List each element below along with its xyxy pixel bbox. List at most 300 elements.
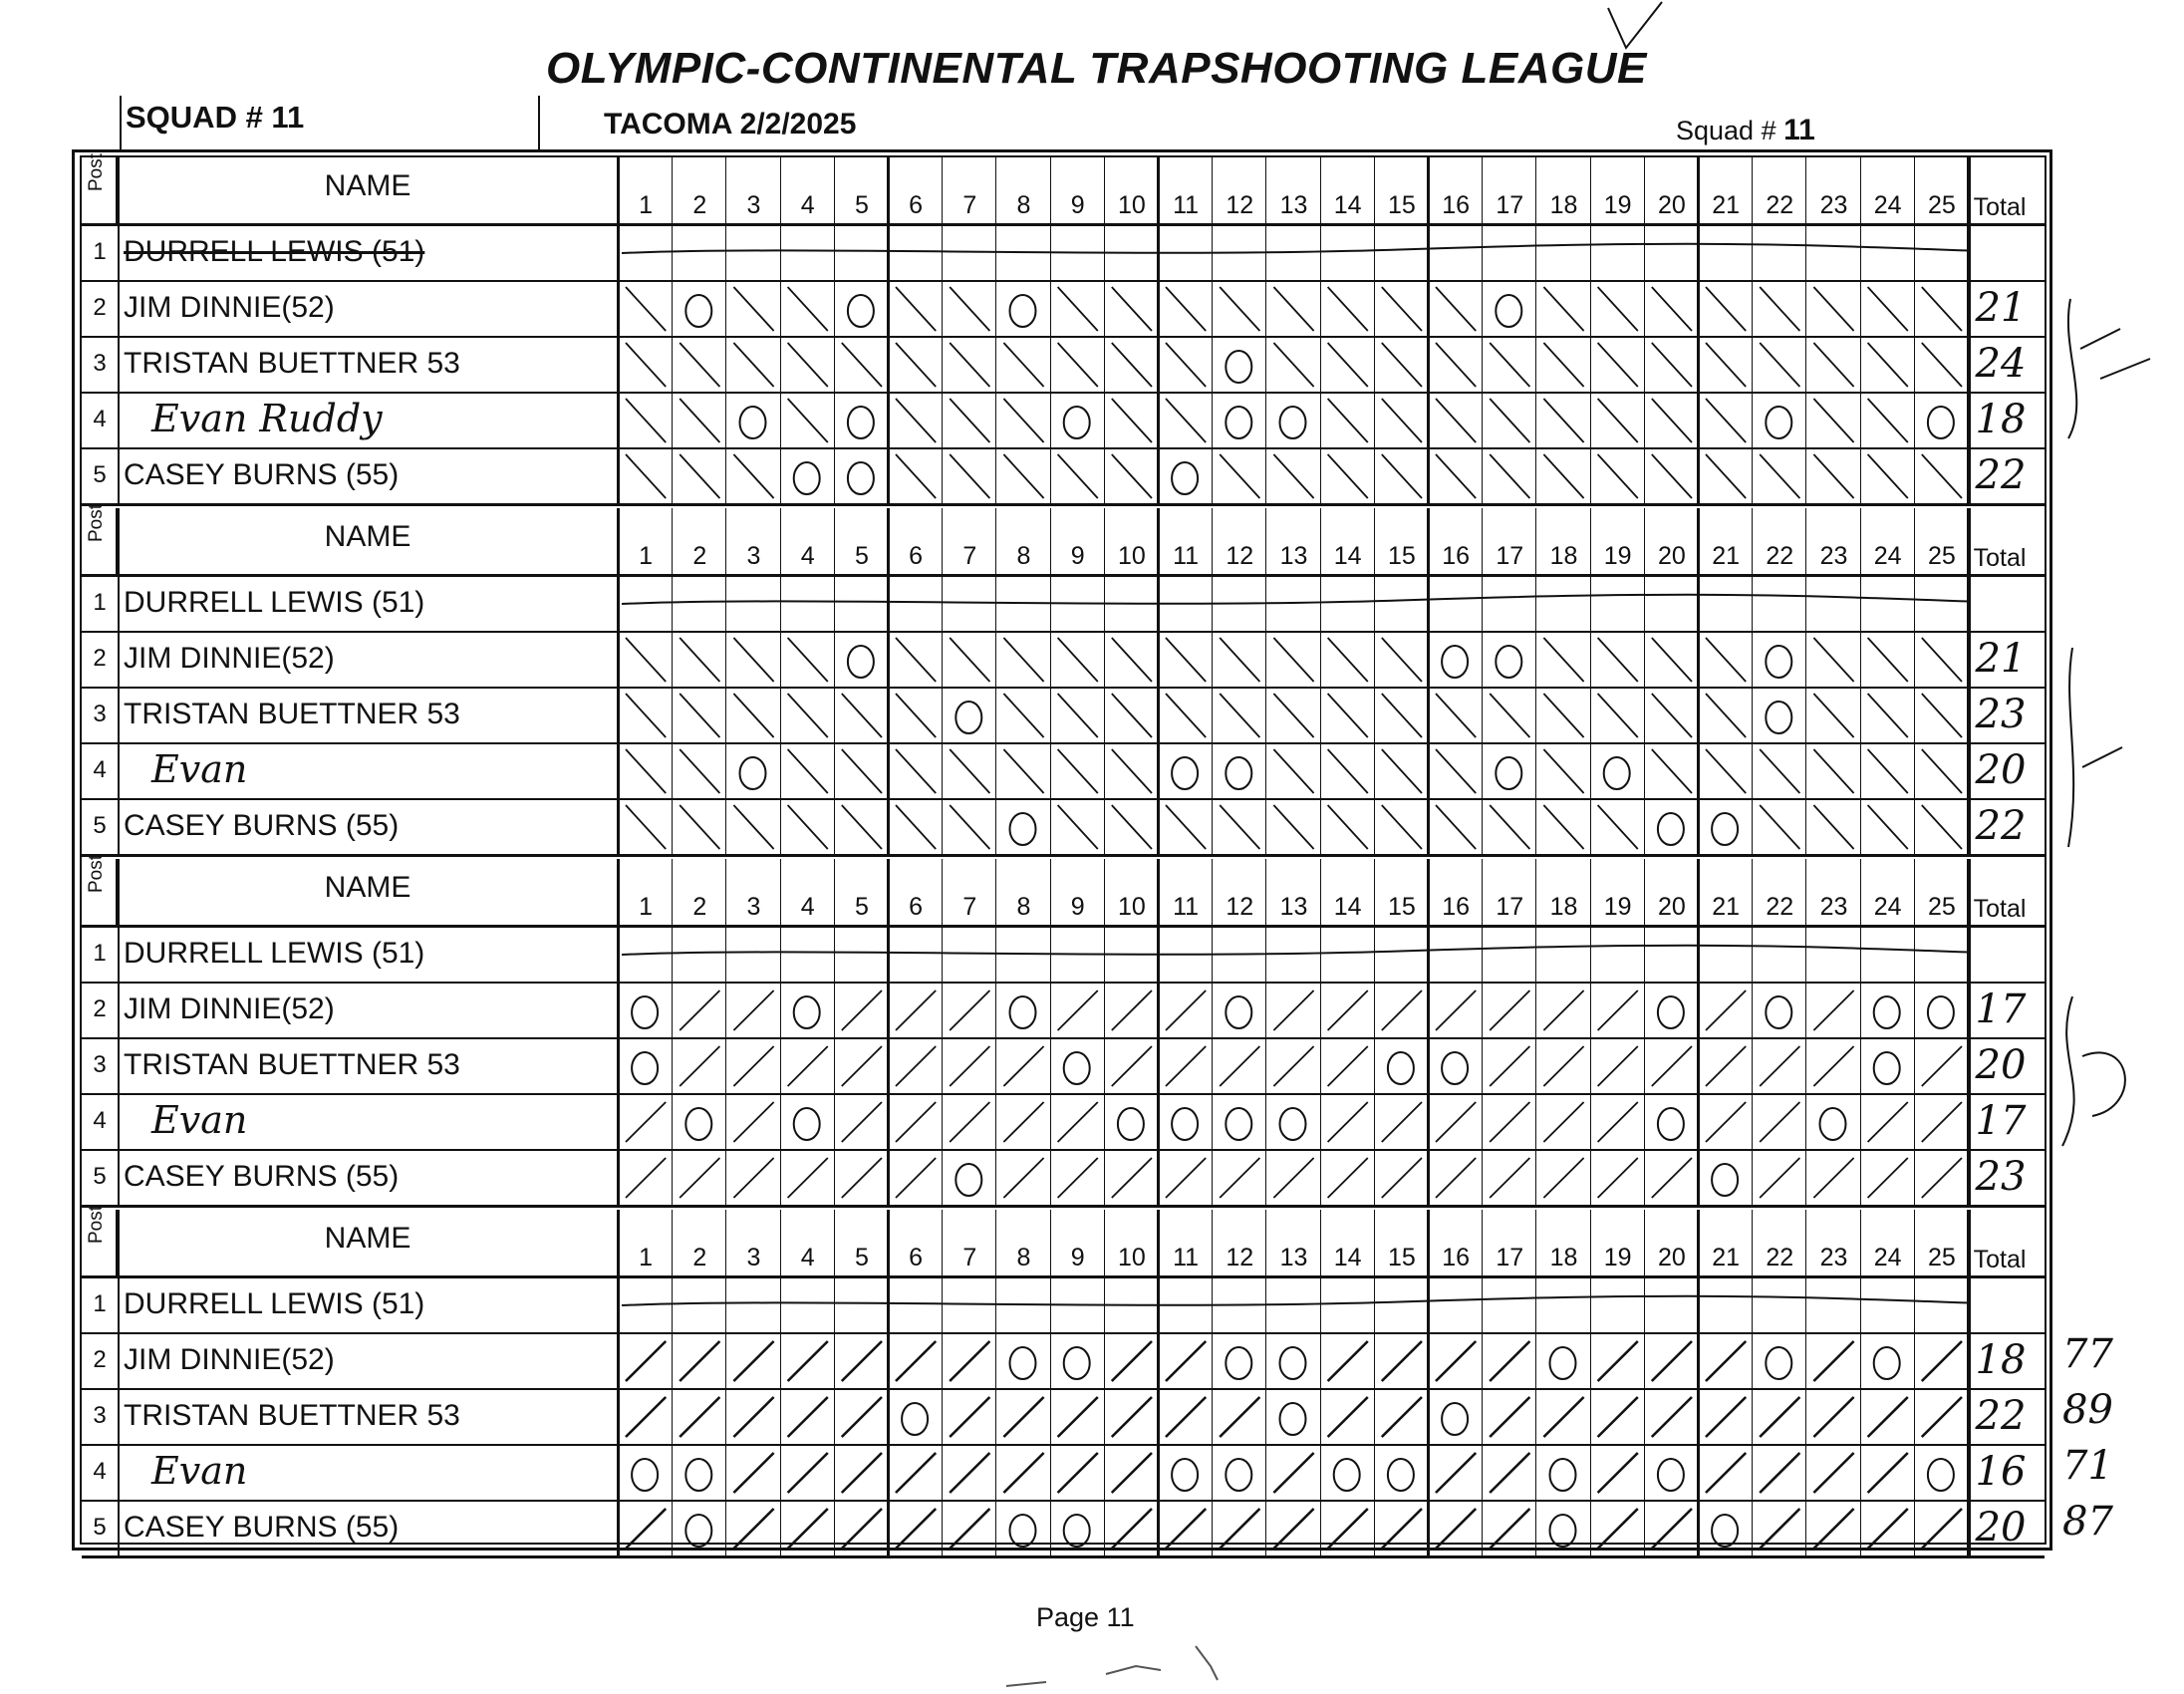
score-total: 23 [1975, 692, 2027, 737]
hit-mark [626, 638, 666, 682]
hit-mark [1112, 990, 1152, 1030]
hit-mark [680, 694, 719, 737]
hit-mark [1220, 1397, 1259, 1437]
hit-mark [788, 1397, 828, 1437]
hit-mark [1382, 287, 1422, 331]
hit-mark [733, 990, 773, 1030]
hit-mark [1652, 1397, 1692, 1437]
hit-mark [1382, 694, 1422, 737]
hit-mark [1490, 343, 1529, 387]
hit-mark [1598, 1102, 1638, 1142]
hit-mark [1868, 805, 1908, 849]
hit-mark [1220, 1158, 1259, 1198]
score-total: 17 [1975, 1098, 2027, 1144]
hit-mark [733, 1397, 773, 1437]
hit-mark [1868, 287, 1908, 331]
target-column-header: 25 [1927, 191, 1956, 219]
hit-mark [1760, 1397, 1799, 1437]
hit-mark [626, 694, 666, 737]
hit-mark [626, 749, 666, 793]
hit-mark [1382, 1158, 1422, 1198]
miss-mark [1658, 1459, 1684, 1491]
target-column-header: 4 [800, 893, 815, 921]
hit-mark [1220, 638, 1259, 682]
miss-mark [1226, 407, 1251, 438]
hit-mark [1543, 749, 1583, 793]
hit-mark [1868, 694, 1908, 737]
hit-mark [1706, 343, 1746, 387]
hit-mark [1166, 1397, 1206, 1437]
hit-mark [950, 1397, 989, 1437]
name-header: NAME [324, 169, 411, 202]
target-column-header: 10 [1117, 191, 1146, 219]
hit-mark [1436, 454, 1476, 498]
miss-mark [1766, 702, 1791, 733]
target-column-header: 16 [1442, 1244, 1470, 1271]
hit-mark [1706, 1341, 1746, 1381]
miss-mark [685, 1459, 711, 1491]
hit-mark [1273, 1509, 1313, 1549]
hit-mark [1166, 694, 1206, 737]
hit-mark [1003, 1046, 1043, 1086]
margin-running-total: 87 [2062, 1499, 2113, 1545]
hit-mark [1328, 694, 1368, 737]
hit-mark [733, 1341, 773, 1381]
target-column-header: 23 [1819, 542, 1848, 570]
score-total: 22 [1975, 452, 2027, 498]
post-number: 1 [93, 238, 107, 265]
score-marks [618, 799, 1970, 855]
hit-mark [788, 287, 828, 331]
score-marks [618, 688, 1970, 743]
hit-mark [1112, 749, 1152, 793]
hit-mark [1436, 990, 1476, 1030]
score-marks [618, 337, 1970, 393]
target-column-header: 15 [1387, 191, 1416, 219]
hit-mark [1003, 638, 1043, 682]
hit-mark [1328, 1509, 1368, 1549]
hit-mark [896, 287, 936, 331]
miss-mark [902, 1403, 928, 1435]
hit-mark [842, 1341, 882, 1381]
hit-mark [1868, 1397, 1908, 1437]
hit-mark [1868, 343, 1908, 387]
miss-mark [1280, 1403, 1306, 1435]
hit-mark [950, 454, 989, 498]
score-marks [618, 1038, 1970, 1094]
hit-mark [1598, 1046, 1638, 1086]
hit-mark [1166, 1341, 1206, 1381]
hit-mark [1652, 287, 1692, 331]
hit-mark [1543, 990, 1583, 1030]
name-header: NAME [324, 1222, 411, 1255]
shooter-row [82, 448, 2045, 504]
hit-mark [1760, 287, 1799, 331]
target-column-header: 18 [1549, 542, 1578, 570]
target-column-header: 7 [962, 191, 977, 219]
margin-running-total: 89 [2062, 1387, 2113, 1433]
hit-mark [680, 749, 719, 793]
miss-mark [848, 462, 874, 494]
hit-mark [1112, 1046, 1152, 1086]
miss-mark [1226, 1108, 1251, 1140]
shooter-row [82, 1038, 2045, 1094]
shooter-name: JIM DINNIE(52) [124, 291, 335, 324]
shooter-row [82, 1150, 2045, 1206]
hit-mark [842, 1046, 882, 1086]
hit-mark [1706, 287, 1746, 331]
total-header: Total [1973, 193, 2027, 221]
target-column-header: 8 [1016, 191, 1031, 219]
hit-mark [733, 1509, 773, 1549]
hit-mark [788, 343, 828, 387]
hit-mark [1003, 694, 1043, 737]
post-header-label: Post [86, 152, 107, 191]
hit-mark [842, 1397, 882, 1437]
hit-mark [1598, 343, 1638, 387]
hit-mark [1652, 399, 1692, 442]
score-total: 20 [1975, 1505, 2027, 1551]
round-block [82, 152, 2045, 504]
target-column-header: 21 [1712, 542, 1740, 570]
hit-mark [1166, 1158, 1206, 1198]
target-column-header: 24 [1873, 893, 1902, 921]
hit-mark [1003, 1453, 1043, 1493]
post-number: 3 [93, 701, 107, 727]
hit-mark [950, 1341, 989, 1381]
miss-mark [1496, 757, 1521, 789]
hit-mark [1436, 1158, 1476, 1198]
hit-mark [1652, 638, 1692, 682]
hit-mark [1220, 694, 1259, 737]
hit-mark [950, 1509, 989, 1549]
post-number: 5 [93, 812, 107, 839]
miss-mark [956, 1164, 981, 1196]
hit-mark [1273, 749, 1313, 793]
margin-scribble-icon [2062, 648, 2172, 857]
miss-mark [1712, 1515, 1738, 1547]
hit-mark [1598, 638, 1638, 682]
hit-mark [1273, 343, 1313, 387]
hit-mark [1273, 1158, 1313, 1198]
shooter-row [82, 927, 2045, 983]
hit-mark [680, 1397, 719, 1437]
target-column-header: 24 [1873, 1244, 1902, 1271]
target-column-header: 23 [1819, 893, 1848, 921]
absent-line-mark [622, 946, 1970, 955]
hit-mark [1490, 1102, 1529, 1142]
hit-mark [788, 694, 828, 737]
target-column-header: 9 [1070, 1244, 1085, 1271]
hit-mark [1003, 749, 1043, 793]
target-column-header: 6 [909, 1244, 924, 1271]
target-column-header: 2 [692, 1244, 707, 1271]
miss-mark [1766, 407, 1791, 438]
hit-mark [1220, 805, 1259, 849]
target-column-header: 13 [1279, 542, 1308, 570]
hit-mark [842, 1453, 882, 1493]
target-column-header: 7 [962, 542, 977, 570]
post-number: 2 [93, 645, 107, 672]
hit-mark [1706, 990, 1746, 1030]
post-number: 4 [93, 406, 107, 432]
hit-mark [1868, 1158, 1908, 1198]
hit-mark [1058, 1158, 1098, 1198]
hit-mark [1382, 1397, 1422, 1437]
post-header-cell [82, 854, 118, 927]
hit-mark [1166, 399, 1206, 442]
miss-mark [848, 646, 874, 678]
hit-mark [1813, 638, 1853, 682]
hit-mark [1922, 1341, 1962, 1381]
hit-mark [1543, 1158, 1583, 1198]
hit-mark [1813, 749, 1853, 793]
shooter-name: DURRELL LEWIS (51) [124, 1287, 425, 1320]
target-column-header: 23 [1819, 1244, 1848, 1271]
hit-mark [950, 990, 989, 1030]
shooter-row [82, 281, 2045, 337]
hit-mark [950, 1102, 989, 1142]
shooter-name: DURRELL LEWIS (51) [124, 235, 425, 268]
target-column-header: 21 [1712, 893, 1740, 921]
target-column-header: 13 [1279, 893, 1308, 921]
hit-mark [1328, 399, 1368, 442]
miss-mark [1658, 996, 1684, 1028]
post-number: 5 [93, 1514, 107, 1541]
miss-mark [1766, 1347, 1791, 1379]
miss-mark [1172, 1108, 1198, 1140]
miss-mark [1658, 1108, 1684, 1140]
hit-mark [1003, 454, 1043, 498]
name-header: NAME [324, 520, 411, 553]
hit-mark [1328, 749, 1368, 793]
hit-mark [1220, 1509, 1259, 1549]
shooter-name: Evan Ruddy [151, 397, 383, 440]
target-column-header: 3 [746, 542, 761, 570]
hit-mark [1922, 454, 1962, 498]
hit-mark [950, 343, 989, 387]
miss-mark [1226, 1347, 1251, 1379]
hit-mark [1760, 1046, 1799, 1086]
score-marks [618, 1094, 1970, 1150]
hit-mark [1436, 1341, 1476, 1381]
shooter-row [82, 799, 2045, 855]
hit-mark [1652, 1509, 1692, 1549]
target-column-header: 19 [1603, 542, 1632, 570]
hit-mark [1490, 1453, 1529, 1493]
miss-mark [632, 1459, 658, 1491]
hit-mark [1813, 990, 1853, 1030]
hit-mark [1598, 1158, 1638, 1198]
target-column-header: 14 [1333, 1244, 1362, 1271]
hit-mark [1058, 343, 1098, 387]
post-number: 4 [93, 1458, 107, 1485]
hit-mark [1760, 749, 1799, 793]
hit-mark [1436, 805, 1476, 849]
hit-mark [1328, 343, 1368, 387]
hit-mark [1058, 1102, 1098, 1142]
hit-mark [626, 1509, 666, 1549]
shooter-name: CASEY BURNS (55) [124, 809, 400, 842]
hit-mark [1922, 1158, 1962, 1198]
hit-mark [1273, 1453, 1313, 1493]
shooter-row [82, 632, 2045, 688]
post-number: 5 [93, 1163, 107, 1190]
shooter-name: JIM DINNIE(52) [124, 642, 335, 675]
hit-mark [1112, 805, 1152, 849]
target-column-header: 5 [854, 191, 869, 219]
score-total: 20 [1975, 1042, 2027, 1088]
hit-mark [950, 1046, 989, 1086]
shooter-name: JIM DINNIE(52) [124, 1343, 335, 1376]
target-column-header: 13 [1279, 191, 1308, 219]
hit-mark [842, 1509, 882, 1549]
miss-mark [1496, 646, 1521, 678]
hit-mark [1112, 343, 1152, 387]
shooter-name: JIM DINNIE(52) [124, 992, 335, 1025]
hit-mark [896, 638, 936, 682]
miss-mark [1550, 1459, 1576, 1491]
hit-mark [896, 805, 936, 849]
hit-mark [1112, 1397, 1152, 1437]
margin-running-total: 77 [2062, 1331, 2113, 1377]
hit-mark [626, 1397, 666, 1437]
hit-mark [842, 1158, 882, 1198]
miss-mark [632, 1052, 658, 1084]
miss-mark [1712, 1164, 1738, 1196]
hit-mark [1112, 638, 1152, 682]
hit-mark [1760, 1453, 1799, 1493]
miss-mark [685, 1515, 711, 1547]
hit-mark [1868, 638, 1908, 682]
hit-mark [626, 805, 666, 849]
hit-mark [733, 343, 773, 387]
miss-mark [1226, 1459, 1251, 1491]
hit-mark [733, 1102, 773, 1142]
hit-mark [1058, 749, 1098, 793]
hit-mark [1598, 399, 1638, 442]
miss-mark [1820, 1108, 1846, 1140]
hit-mark [788, 749, 828, 793]
score-total: 23 [1975, 1154, 2027, 1200]
hit-mark [1220, 454, 1259, 498]
hit-mark [1328, 287, 1368, 331]
hit-mark [733, 1158, 773, 1198]
hit-mark [1813, 1158, 1853, 1198]
hit-mark [1328, 1397, 1368, 1437]
score-total: 16 [1975, 1449, 2027, 1495]
hit-mark [1868, 1102, 1908, 1142]
hit-mark [1490, 454, 1529, 498]
hit-mark [1760, 1102, 1799, 1142]
miss-mark [1442, 1052, 1468, 1084]
target-column-header: 12 [1226, 542, 1254, 570]
score-marks [618, 1150, 1970, 1206]
score-marks [618, 393, 1970, 448]
score-marks [618, 1501, 1970, 1556]
hit-mark [1652, 749, 1692, 793]
miss-mark [1442, 1403, 1468, 1435]
hit-mark [1220, 1046, 1259, 1086]
hit-mark [1543, 1397, 1583, 1437]
hit-mark [1760, 454, 1799, 498]
hit-mark [1328, 805, 1368, 849]
squad-label-right [1676, 114, 1815, 147]
total-header: Total [1973, 544, 2027, 572]
hit-mark [733, 694, 773, 737]
miss-mark [956, 702, 981, 733]
target-column-header: 17 [1496, 893, 1524, 921]
absent-line-mark [622, 244, 1970, 253]
miss-mark [1550, 1347, 1576, 1379]
hit-mark [896, 749, 936, 793]
post-number: 1 [93, 940, 107, 967]
hit-mark [1760, 343, 1799, 387]
margin-running-total: 71 [2062, 1443, 2113, 1489]
target-column-header: 11 [1173, 542, 1200, 570]
hit-mark [1436, 749, 1476, 793]
score-total: 22 [1975, 803, 2027, 849]
shooter-row [82, 337, 2045, 393]
hit-mark [950, 805, 989, 849]
score-marks [618, 1389, 1970, 1445]
target-column-header: 3 [746, 893, 761, 921]
hit-mark [626, 287, 666, 331]
miss-mark [1226, 996, 1251, 1028]
squad-right-label: Squad # [1676, 116, 1776, 145]
shooter-row [82, 983, 2045, 1038]
hit-mark [1922, 638, 1962, 682]
hit-mark [1868, 1509, 1908, 1549]
hit-mark [950, 749, 989, 793]
shooter-row [82, 743, 2045, 799]
shooter-name: TRISTAN BUETTNER 53 [124, 698, 460, 730]
header-divider [538, 96, 540, 151]
hit-mark [1058, 1397, 1098, 1437]
hit-mark [1436, 694, 1476, 737]
hit-mark [1273, 454, 1313, 498]
hit-mark [1490, 694, 1529, 737]
hit-mark [1490, 1397, 1529, 1437]
hit-mark [1706, 1046, 1746, 1086]
miss-mark [1010, 813, 1036, 845]
hit-mark [788, 1341, 828, 1381]
hit-mark [1490, 399, 1529, 442]
hit-mark [1760, 1158, 1799, 1198]
miss-mark [1226, 757, 1251, 789]
hit-mark [1543, 1046, 1583, 1086]
hit-mark [1598, 805, 1638, 849]
target-column-header: 19 [1603, 1244, 1632, 1271]
miss-mark [794, 996, 820, 1028]
miss-mark [1010, 1347, 1036, 1379]
hit-mark [1706, 454, 1746, 498]
hit-mark [1922, 694, 1962, 737]
miss-mark [1172, 757, 1198, 789]
hit-mark [1922, 1509, 1962, 1549]
target-column-header: 20 [1657, 191, 1686, 219]
score-total: 21 [1975, 636, 2027, 682]
hit-mark [1273, 694, 1313, 737]
hit-mark [626, 1341, 666, 1381]
hit-mark [1382, 454, 1422, 498]
hit-mark [1166, 805, 1206, 849]
post-number: 1 [93, 589, 107, 616]
target-column-header: 8 [1016, 893, 1031, 921]
miss-mark [685, 1108, 711, 1140]
hit-mark [1490, 990, 1529, 1030]
score-total: 21 [1975, 285, 2027, 331]
